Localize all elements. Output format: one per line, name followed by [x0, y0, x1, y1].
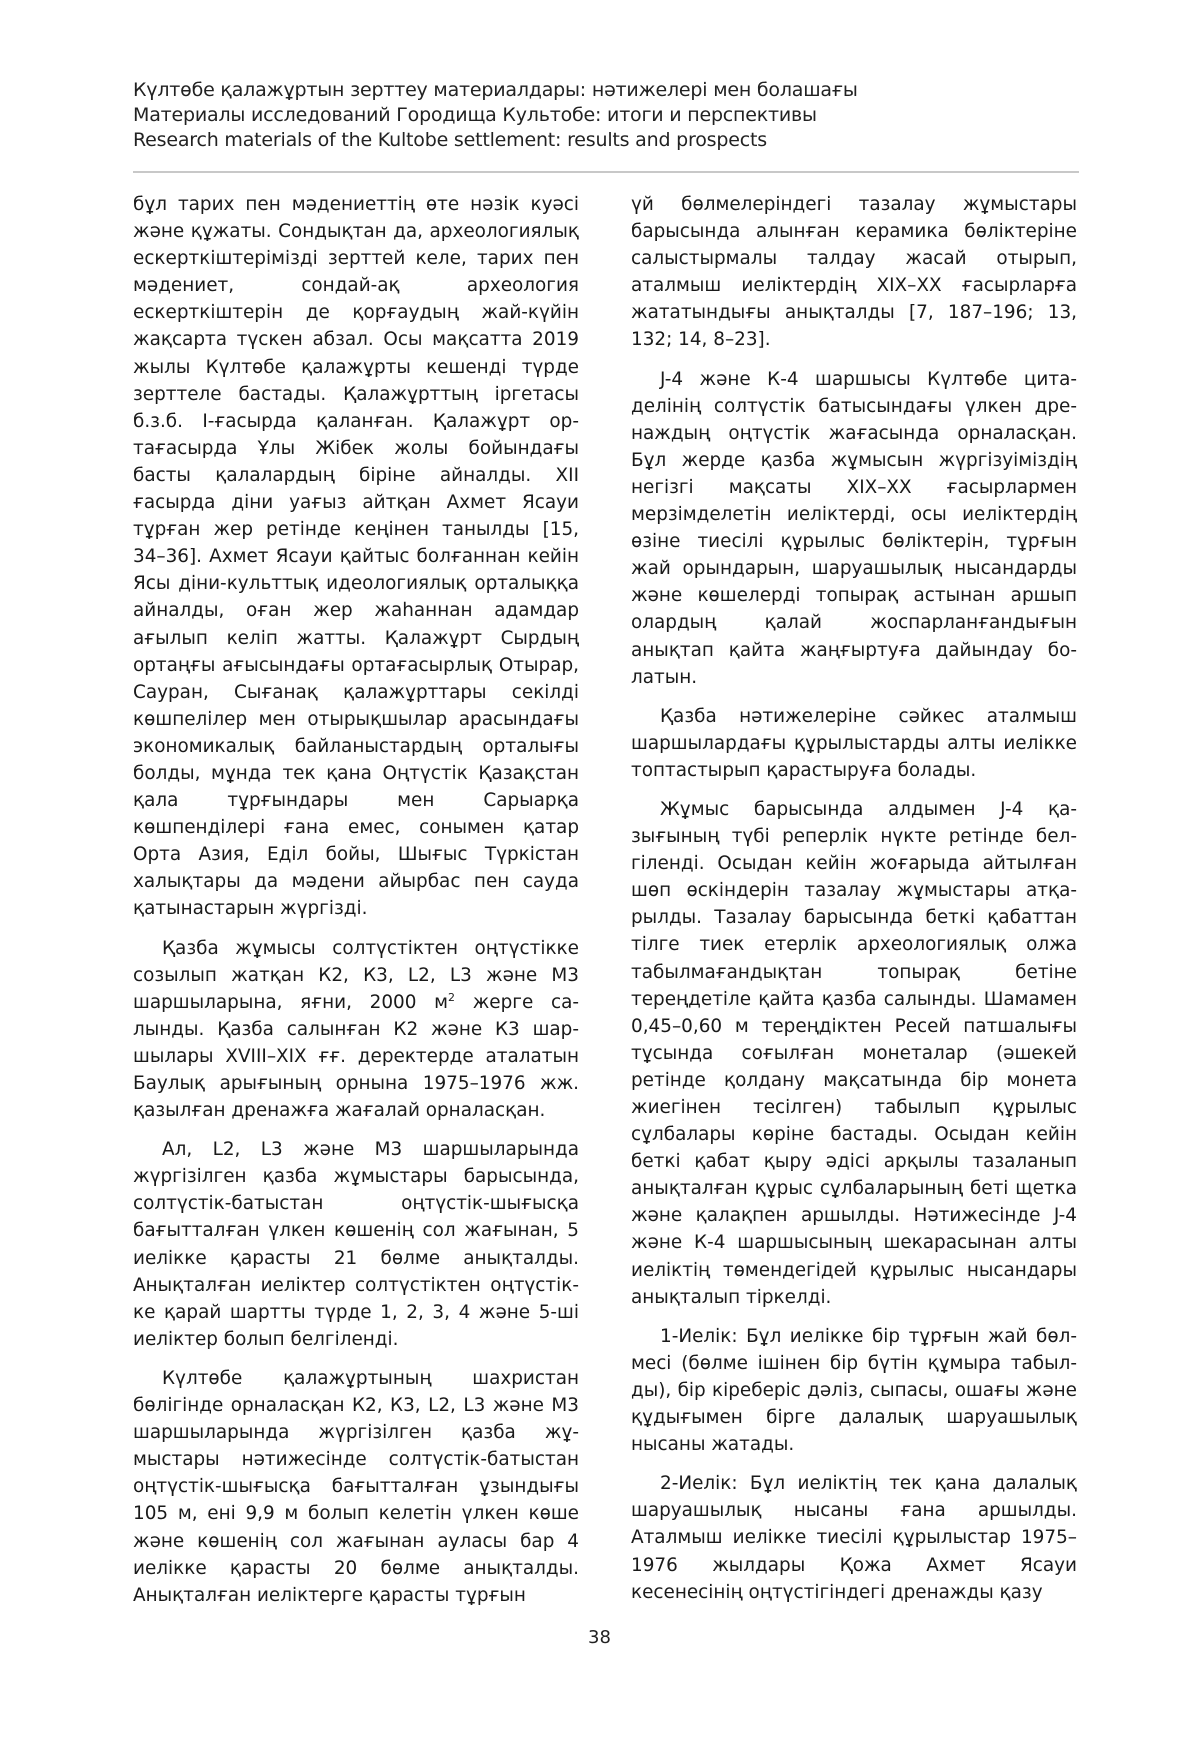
- paragraph-text: жерге салынды. Қазба салынған К2 және К3 шаршылары XVIII–XIX ғғ. деректерде аталатын Баулық арығының орнына 1975–1976 жж. қазылған дренажға жағалай орналасқан.: [133, 991, 580, 1122]
- header-divider: [133, 171, 1079, 173]
- superscript: 2: [448, 990, 456, 1004]
- header-title-ru: Материалы исследований Городища Культобе: итоги и перспективы: [133, 104, 817, 126]
- page-number: 38: [588, 1627, 611, 1648]
- left-column: [133, 191, 579, 1621]
- paragraph: үй бөлмелеріндегі тазалау жұмыстары барысында алынған керамика бөліктеріне салыстырмалы талдау жасай отырып, аталмыш иеліктердің XIX–XX ғасырларға жататындығы анықталды [7, 187–196; 13, 132; 14, 8–23].: [631, 194, 1077, 351]
- paragraph-text: Қазба жұмысы солтүстіктен оңтүстікке созылып жатқан К2, К3, L2, L3 және М3 шаршыларына, яғни, 2000 м: [133, 937, 579, 1013]
- running-header: [133, 78, 1079, 153]
- paragraph: [133, 935, 579, 1125]
- paragraph: Күлтөбе қалажұртының шахристан бөлігінде орналасқан К2, К3, L2, L3 және М3 шаршыларында жүргізілген қазба жұмыстары нәтижесінде солтүстік-батыстан оңтүстік-шығысқа бағытталған ұзындығы 105 м, ені 9,9 м болып келетін үлкен көше және көшенің сол жағынан ауласы бар 4 иелікке қарасты 20 бөлме анықталды. Анықталған иеліктерге қарасты тұрғын: [133, 1367, 579, 1606]
- paragraph: 2-Иелік: Бұл иеліктің тек қана далалық шаруашылық нысаны ғана аршылды. Аталмыш иелікке тиесілі құрылыстар 1975–1976 жылдары Қожа Ахмет Ясауи кесенесінің оңтүстігіндегі дренажды қазу: [631, 1473, 1077, 1603]
- header-title-kz: Күлтөбе қалажұртын зерттеу материалдары: нәтижелері мен болашағы: [133, 79, 858, 101]
- paragraph: бұл тарих пен мәдениеттің өте нәзік куәсі және құжаты. Сондықтан да, археологиялық ескерткіштерімізді зерттей келе, тарих пен мәдениет, сондай-ақ археология ескерткіштерін де қорғаудың жай-күйін жақсарта түскен абзал. Осы мақсатта 2019 жылы Күлтөбе қалажұрты кешенді түрде зерттеле бастады. Қалажұрттың іргетасы б.з.б. І-ғасырда қаланған. Қалажұрт ортағасырда Ұлы Жібек жолы бойындағы басты қалалардың біріне айналды. XII ғасырда діни уағыз айтқан Ахмет Ясауи тұрған жер ретінде кеңінен танылды [15, 34–36]. Ахмет Ясауи қайтыс болғаннан кейін Ясы діни-культтық идеологиялық орталыққа айналды, оған жер жаһаннан адамдар ағылып келіп жатты. Қалажұрт Сырдың ортаңғы ағысындағы ортағасырлық Отырар, Сауран, Сығанақ қалажұрттары секілді көшпелілер мен отырықшылар арасындағы экономикалық байланыстардың орталығы болды, мұнда тек қана Оңтүстік Қазақстан қала тұрғындары мен Сарыарқа көшпенділері ғана емес, сонымен қатар Орта Азия, Еділ бойы, Шығыс Түркістан халықтары да мәдени айырбас пен сауда қатынастарын жүргізді.: [133, 194, 579, 920]
- paragraph: Қазба нәтижелеріне сәйкес аталмыш шаршылардағы құрылыстарды алты иелікке топтастырып қарастыруға болады.: [631, 705, 1077, 781]
- paragraph: 1-Иелік: Бұл иелікке бір тұрғын жай бөлмесі (бөлме ішінен бір бүтін құмыра табылды), бір кіреберіс дәліз, сыпасы, ошағы және құдығымен бірге далалық шаруашылық нысаны жатады.: [631, 1325, 1077, 1456]
- right-column: [631, 191, 1077, 1618]
- paragraph: Жұмыс барысында алдымен J-4 қазығының түбі реперлік нүкте ретінде белгіленді. Осыдан кейін жоғарыда айтылған шөп өскіндерін тазалау жұмыстары атқарылды. Тазалау барысында беткі қабаттан тілге тиек етерлік археологиялық олжа табылмағандықтан топырақ бетіне тереңдетіле қайта қазба салынды. Шамамен 0,45–0,60 м тереңдіктен Ресей патшалығы тұсында соғылған монеталар (әшекей ретінде қолдану мақсатында бір монета жиегінен тесілген) табылып құрылыс сұлбалары көріне бастады. Осыдан кейін беткі қабат қыру әдісі арқылы тазаланып анықталған құрыс сұлбаларының беті щетка және қалақпен аршылды. Нәтижесінде J-4 және К-4 шаршысының шекарасынан алты иеліктің төмендегідей құрылыс нысандары анықталып тіркелді.: [631, 798, 1077, 1308]
- paragraph: Ал, L2, L3 және М3 шаршыларында жүргізілген қазба жұмыстары барысында, солтүстік-батыстан оңтүстік-шығысқа бағытталған үлкен көшенің сол жағынан, 5 иелікке қарасты 21 бөлме анықталды. Анықталған иеліктер солтүстіктен оңтүстікке қарай шартты түрде 1, 2, 3, 4 және 5-ші иеліктер болып белгіленді.: [133, 1139, 579, 1350]
- header-title-en: Research materials of the Kultobe settlement: results and prospects: [133, 129, 767, 151]
- paragraph: J-4 және К-4 шаршысы Күлтөбе цитаделінің солтүстік батысындағы үлкен дренаждың оңтүстік жағасында орналасқан. Бұл жерде қазба жұмысын жүргізуіміздің негізгі мақсаты XIX–XX ғасырлармен мерзімделетін иеліктерді, осы иеліктердің өзіне тиесілі құрылыс бөліктерін, тұрғын жай орындарын, шаруашылық нысандарды және көшелерді топырақ астынан аршып олардың қалай жоспарланғандығын анықтап қайта жаңғыртуға дайындау болатын.: [631, 368, 1077, 688]
